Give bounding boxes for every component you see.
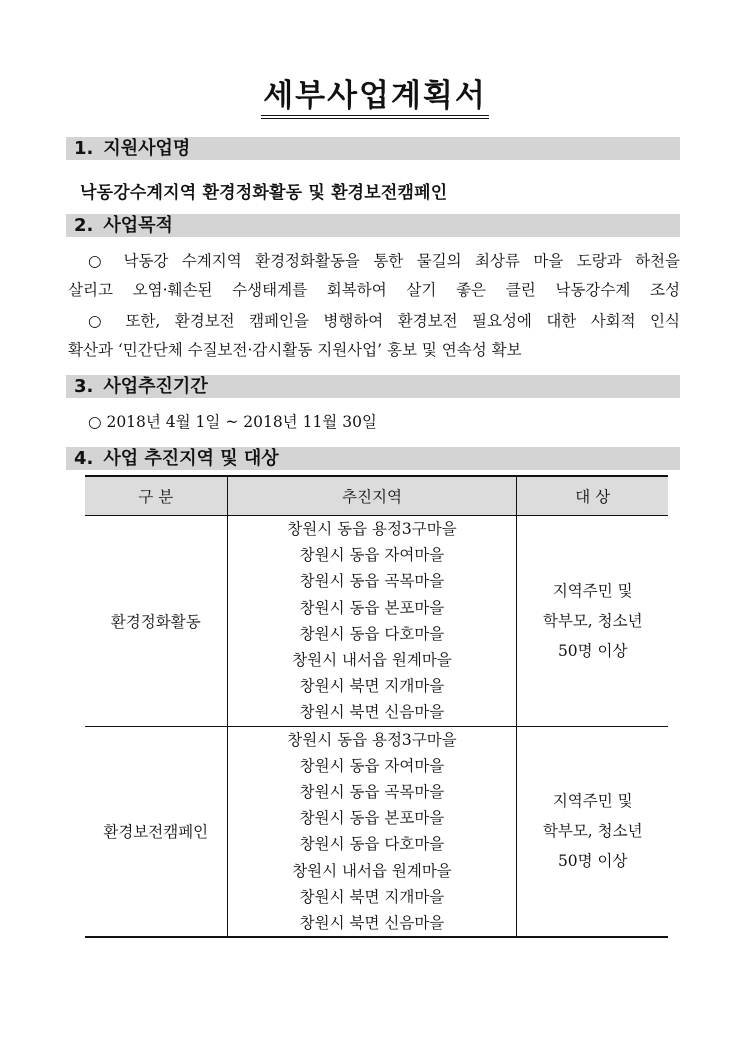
- region-item: 창원시 동읍 다호마을: [299, 835, 445, 854]
- category-cell: 환경정화활동: [85, 516, 227, 727]
- section-3-heading: [66, 375, 680, 398]
- table-row: [85, 726, 668, 937]
- section-number: 2.: [74, 215, 94, 236]
- section-2-heading: [66, 214, 680, 237]
- target-line: 지역주민 및: [552, 792, 633, 811]
- region-list: [227, 726, 517, 937]
- target-cell: [517, 516, 668, 727]
- section-title: 사업 추진지역 및 대상: [103, 448, 279, 469]
- region-item: 창원시 동읍 곡목마을: [299, 572, 445, 591]
- region-item: 창원시 북면 신음마을: [299, 703, 445, 722]
- table-row: [85, 516, 668, 727]
- target-line: 50명 이상: [557, 852, 628, 871]
- section-1-heading: [66, 137, 680, 160]
- region-item: 창원시 동읍 곡목마을: [299, 783, 445, 802]
- header-target: 대 상: [517, 476, 668, 516]
- purpose-1-line-2: 살리고 오염·훼손된 수생태계를 회복하여 살기 좋은 클린 낙동강수계 조성: [68, 281, 680, 299]
- section-number: 4.: [74, 448, 94, 469]
- region-item: 창원시 동읍 용정3구마을: [287, 730, 457, 749]
- section-4-heading: [66, 447, 680, 470]
- section-number: 1.: [74, 138, 94, 159]
- plan-table: [85, 475, 668, 938]
- region-item: 창원시 내서읍 원계마을: [292, 861, 452, 880]
- region-item: 창원시 동읍 본포마을: [299, 598, 445, 617]
- purpose-1-line-1: ○ 낙동강 수계지역 환경정화활동을 통한 물길의 최상류 마을 도랑과 하천을: [88, 252, 680, 270]
- region-item: 창원시 북면 지개마을: [299, 887, 445, 906]
- region-item: 창원시 동읍 다호마을: [299, 624, 445, 643]
- region-item: 창원시 동읍 자여마을: [299, 756, 445, 775]
- section-title: 사업목적: [103, 215, 173, 236]
- target-line: 학부모, 청소년: [542, 611, 643, 630]
- target-cell: [517, 726, 668, 937]
- target-line: 지역주민 및: [552, 581, 633, 600]
- section-number: 3.: [74, 376, 94, 397]
- document-title-wrap: [0, 78, 750, 119]
- region-list: [227, 516, 517, 727]
- section-title: 지원사업명: [103, 138, 191, 159]
- table-header-row: [85, 476, 668, 516]
- region-item: 창원시 북면 지개마을: [299, 677, 445, 696]
- region-item: 창원시 동읍 자여마을: [299, 546, 445, 565]
- target-line: 학부모, 청소년: [542, 822, 643, 841]
- region-item: 창원시 북면 신음마을: [299, 914, 445, 933]
- section-title: 사업추진기간: [103, 376, 208, 397]
- header-category: 구 분: [85, 476, 227, 516]
- region-item: 창원시 내서읍 원계마을: [292, 651, 452, 670]
- document-title: 세부사업계획서: [261, 78, 489, 119]
- category-cell: 환경보전캠페인: [85, 726, 227, 937]
- header-region: 추진지역: [227, 476, 517, 516]
- project-period: ○ 2018년 4월 1일 ~ 2018년 11월 30일: [88, 413, 377, 431]
- purpose-2-line-2: 확산과 ‘민간단체 수질보전·감시활동 지원사업’ 홍보 및 연속성 확보: [68, 341, 522, 359]
- region-item: 창원시 동읍 용정3구마을: [287, 520, 457, 538]
- region-item: 창원시 동읍 본포마을: [299, 809, 445, 828]
- purpose-2-line-1: ○ 또한, 환경보전 캠페인을 병행하여 환경보전 필요성에 대한 사회적 인식: [88, 312, 680, 330]
- project-name: 낙동강수계지역 환경정화활동 및 환경보전캠페인: [80, 183, 448, 203]
- target-line: 50명 이상: [557, 641, 628, 660]
